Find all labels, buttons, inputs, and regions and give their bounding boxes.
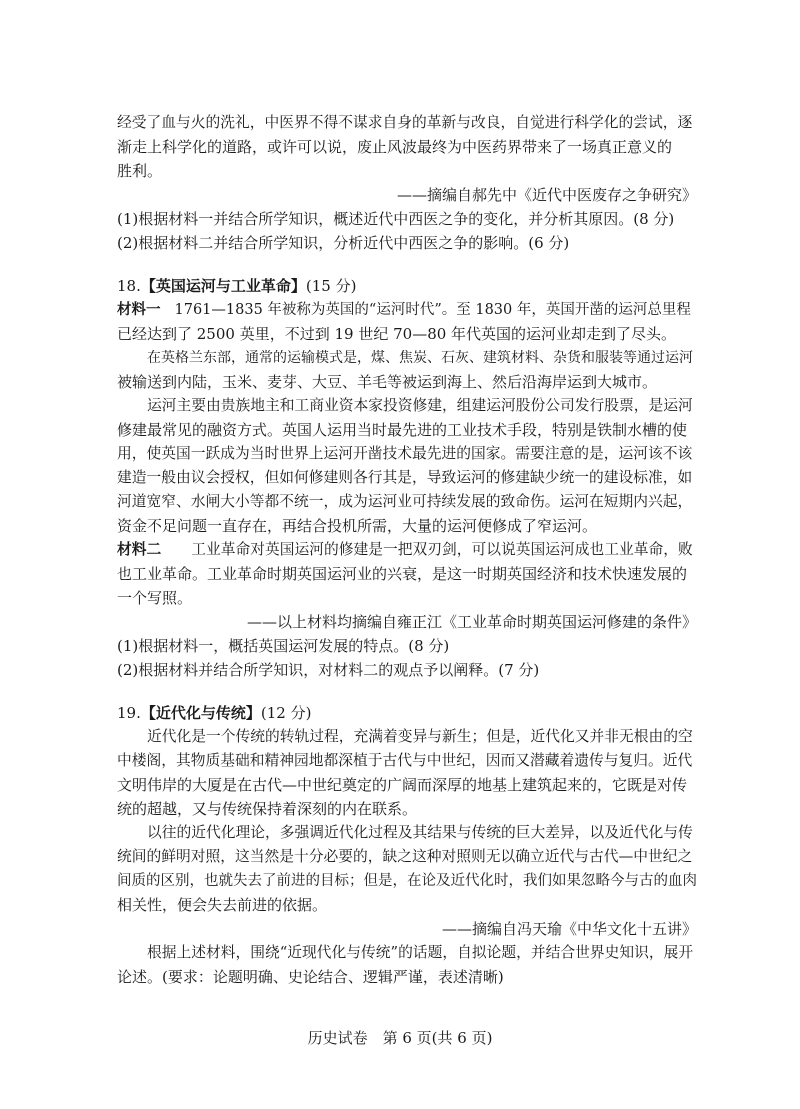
- q19-material-line-7: 间质的区别，也就失去了前进的目标；但是，在论及近代化时，我们如果忽略今与古的血肉: [117, 873, 697, 889]
- q18-question-1: (1)根据材料一，概括英国运河发展的特点。(8 分): [117, 637, 450, 655]
- q18-material2-line-2: 也工业革命。工业革命时期英国运河业的兴衰，是这一时期英国经济和技术快速发展的: [117, 565, 688, 583]
- q18-material1-line-8: 建造一般由议会授权，但如何修建则各行其是，导致运河的修建缺少统一的建设标准，如: [117, 469, 693, 486]
- intro-line-2: 渐走上科学化的道路，或许可以说，废止风波最终为中医药界带来了一场真正意义的: [117, 138, 673, 156]
- q19-material-line-6: 统间的鲜明对照，这当然是十分必要的，缺之这种对照则无以确立近代与古代—中世纪之: [117, 848, 693, 865]
- q18-material1-line-7: 用，使英国一跃成为当时世界上运河开凿技术最先进的国家。需要注意的是，运河该不该: [117, 445, 693, 462]
- q18-material1-line-9: 河道宽窄、水闸大小等都不统一，成为运河业可持续发展的致命伤。运河在短期内兴起，: [117, 493, 693, 510]
- q18-material2-line-3: 一个写照。: [117, 589, 193, 607]
- intro-source: ——摘编自郝先中《近代中医废存之争研究》: [396, 186, 697, 204]
- q18-material1-line-5: 运河主要由贵族地主和工商业资本家投资修建，组建运河股份公司发行股票，是运河: [147, 397, 693, 414]
- q17-question-1: (1)根据材料一并结合所学知识，概述近代中西医之争的变化，并分析其原因。(8 分): [117, 210, 675, 228]
- q19-material-line-3: 文明伟岸的大厦是在古代—中世纪奠定的广阔而深厚的地基上建筑起来的，它既是对传: [117, 776, 688, 794]
- q19-material-line-2: 中楼阁，其物质基础和精神园地都深植于古代与中世纪，因而又潜藏着遗传与复归。近代: [117, 752, 693, 769]
- intro-line-1: 经受了血与火的洗礼，中医界不得不谋求自身的革新与改良，自觉进行科学化的尝试，逐: [117, 114, 693, 131]
- q18-material1-text-1: 1761—1835 年被称为英国的“运河时代”。至 1830 年，英国开凿的运河总里程: [174, 302, 691, 318]
- q18-score: (15 分): [305, 277, 357, 295]
- q18-material1-line-2: 已经达到了 2500 英里，不过到 19 世纪 70—80 年代英国的运河业却走到了尽头。: [117, 325, 677, 343]
- q18-material1-line-6: 修建最常见的融资方式。英国人运用当时最先进的工业技术手段，特别是铁制水槽的使: [117, 421, 688, 439]
- page-footer: 历史试卷 第 6 页(共 6 页): [307, 1029, 493, 1047]
- q18-source: ——以上材料均摘编自雍正江《工业革命时期英国运河修建的条件》: [246, 613, 697, 631]
- q18-material2-label: 材料二: [117, 541, 162, 558]
- q19-score: (12 分): [260, 704, 312, 722]
- q19-material-line-4: 统的超越，又与传统保持着深刻的内在联系。: [117, 800, 418, 818]
- q18-material1-line-3: 在英格兰东部，通常的运输模式是，煤、焦炭、石灰、建筑材料、杂货和服装等通过运河: [147, 350, 693, 366]
- q17-question-2: (2)根据材料二并结合所学知识，分析近代中西医之争的影响。(6 分): [117, 234, 570, 252]
- q18-material1-line-10: 资金不足问题一直存在，再结合投机所需，大量的运河便修成了窄运河。: [117, 517, 598, 535]
- q19-title: 【近代化与传统】: [140, 704, 261, 722]
- q19-instruction-line-1: 根据上述材料，围绕“近现代化与传统”的话题，自拟论题，并结合世界史知识，展开: [147, 944, 694, 961]
- q18-heading: [117, 275, 356, 297]
- q19-heading: [117, 702, 311, 724]
- q18-number: 18.: [117, 277, 141, 295]
- q19-number: 19.: [117, 704, 141, 722]
- intro-line-3: 胜利。: [117, 162, 163, 180]
- q18-material2-line-1: [117, 539, 693, 561]
- q18-material1-label: 材料一: [117, 302, 161, 318]
- q19-material-line-5: 以往的近代化理论，多强调近代化过程及其结果与传统的巨大差异，以及近代化与传: [147, 824, 693, 841]
- q19-material-line-1: 近代化是一个传统的转轨过程，充满着变异与新生；但是，近代化又并非无根由的空: [147, 728, 693, 745]
- q18-material1-line-4: 被输送到内陆，玉米、麦芽、大豆、羊毛等被运到海上、然后沿海岸运到大城市。: [117, 373, 658, 391]
- q19-source: ——摘编自冯天瑜《中华文化十五讲》: [441, 920, 697, 938]
- q18-title: 【英国运河与工业革命】: [140, 277, 306, 295]
- q18-material2-text-1: 工业革命对英国运河的修建是一把双刃剑，可以说英国运河成也工业革命，败: [191, 541, 693, 558]
- q18-material1-line-1: [117, 299, 691, 321]
- q19-material-line-8: 相关性，便会失去前进的依据。: [117, 896, 328, 914]
- q18-question-2: (2)根据材料并结合所学知识，对材料二的观点予以阐释。(7 分): [117, 661, 540, 679]
- q19-instruction-line-2: 论述。(要求：论题明确、史论结合、逻辑严谨，表述清晰): [117, 968, 504, 986]
